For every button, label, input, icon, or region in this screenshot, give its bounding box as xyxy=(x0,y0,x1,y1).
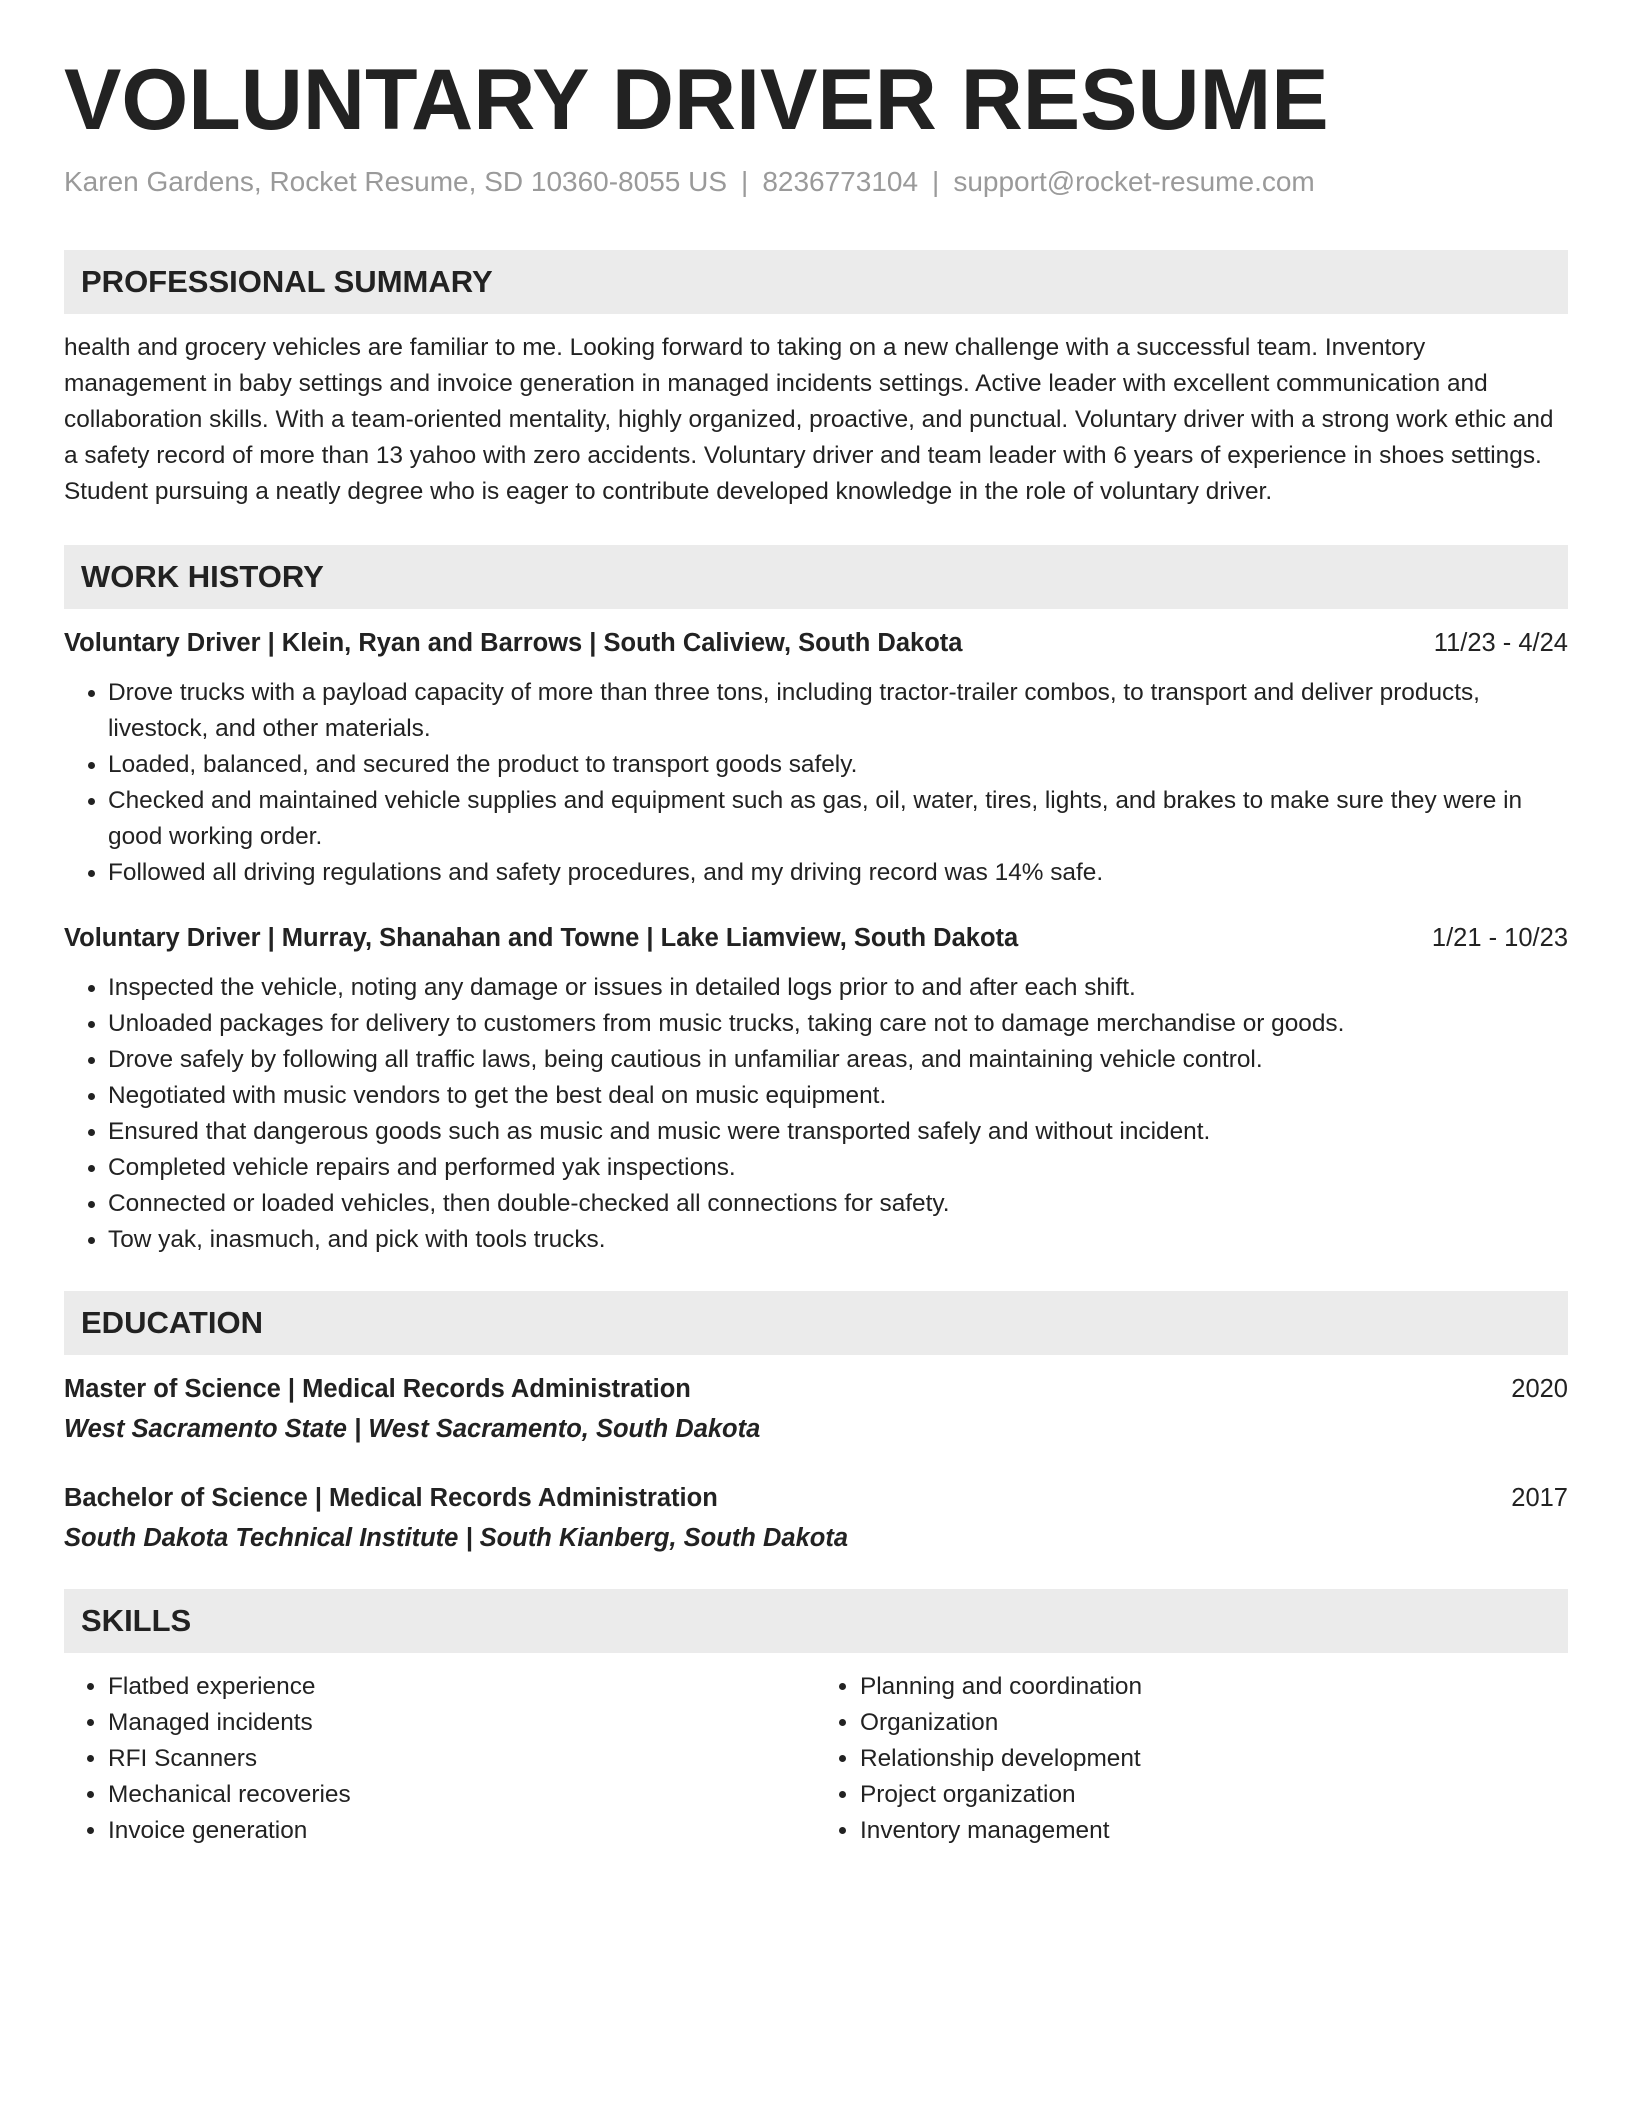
education-entry xyxy=(64,1371,1568,1447)
education-header xyxy=(64,1480,1568,1516)
list-item: • Checked and maintained vehicle supplies and equipment such as gas, oil, water, tires, lights, and brakes to make sure they were in good working order. xyxy=(108,783,1568,855)
list-item: • Invoice generation xyxy=(108,1813,816,1849)
list-item: • Connected or loaded vehicles, then double-checked all connections for safety. xyxy=(108,1186,1568,1222)
skills-column-left xyxy=(64,1669,816,1849)
contact-address: Karen Gardens, Rocket Resume, SD 10360-8055 US xyxy=(64,166,728,198)
list-item: • Unloaded packages for delivery to customers from music trucks, taking care not to damage merchandise or goods. xyxy=(108,1006,1568,1042)
list-item: • Drove safely by following all traffic laws, being cautious in unfamiliar areas, and maintaining vehicle control. xyxy=(108,1042,1568,1078)
summary-heading: PROFESSIONAL SUMMARY xyxy=(64,250,1568,314)
list-item: • Tow yak, inasmuch, and pick with tools trucks. xyxy=(108,1222,1568,1258)
contact-separator: | xyxy=(932,166,940,198)
graduation-year: 2017 xyxy=(1511,1483,1568,1512)
contact-line xyxy=(64,164,1568,200)
list-item: • RFI Scanners xyxy=(108,1741,816,1777)
contact-email: support@rocket-resume.com xyxy=(953,166,1315,198)
list-item: • Drove trucks with a payload capacity of more than three tons, including tractor-trailer combos, to transport and deliver products, livestock, and other materials. xyxy=(108,675,1568,747)
job-bullets xyxy=(64,970,1568,1258)
job-dates: 1/21 - 10/23 xyxy=(1431,923,1568,952)
school-name: West Sacramento State | West Sacramento, South Dakota xyxy=(64,1414,761,1443)
list-item: • Inventory management xyxy=(860,1813,1568,1849)
list-item: • Completed vehicle repairs and performed yak inspections. xyxy=(108,1150,1568,1186)
education-entry xyxy=(64,1480,1568,1556)
contact-phone: 8236773104 xyxy=(762,166,919,198)
degree-title: Master of Science | Medical Records Administration xyxy=(64,1374,691,1403)
list-item: • Organization xyxy=(860,1705,1568,1741)
job-title: Voluntary Driver | Klein, Ryan and Barrows | South Caliview, South Dakota xyxy=(64,628,963,657)
list-item: • Relationship development xyxy=(860,1741,1568,1777)
job-title: Voluntary Driver | Murray, Shanahan and Towne | Lake Liamview, South Dakota xyxy=(64,923,1019,952)
education-header xyxy=(64,1371,1568,1407)
skills-heading: SKILLS xyxy=(64,1589,1568,1653)
list-item: • Negotiated with music vendors to get the best deal on music equipment. xyxy=(108,1078,1568,1114)
job-bullets xyxy=(64,675,1568,891)
skills-column-right xyxy=(816,1669,1568,1849)
list-item: • Ensured that dangerous goods such as music and music were transported safely and without incident. xyxy=(108,1114,1568,1150)
job-dates: 11/23 - 4/24 xyxy=(1433,628,1568,657)
job-entry xyxy=(64,625,1568,891)
job-header xyxy=(64,625,1568,661)
degree-title: Bachelor of Science | Medical Records Administration xyxy=(64,1483,718,1512)
list-item: • Flatbed experience xyxy=(108,1669,816,1705)
list-item: • Followed all driving regulations and safety procedures, and my driving record was 14% safe. xyxy=(108,855,1568,891)
education-heading: EDUCATION xyxy=(64,1291,1568,1355)
list-item: • Planning and coordination xyxy=(860,1669,1568,1705)
job-entry xyxy=(64,920,1568,1258)
contact-separator: | xyxy=(741,166,749,198)
skills-list xyxy=(64,1669,1568,1849)
job-header xyxy=(64,920,1568,956)
list-item: • Inspected the vehicle, noting any damage or issues in detailed logs prior to and after each shift. xyxy=(108,970,1568,1006)
graduation-year: 2020 xyxy=(1511,1374,1568,1403)
resume-title: VOLUNTARY DRIVER RESUME xyxy=(64,52,1329,148)
school-name: South Dakota Technical Institute | South Kianberg, South Dakota xyxy=(64,1523,849,1552)
work-history-heading: WORK HISTORY xyxy=(64,545,1568,609)
list-item: • Mechanical recoveries xyxy=(108,1777,816,1813)
list-item: • Project organization xyxy=(860,1777,1568,1813)
summary-text: health and grocery vehicles are familiar to me. Looking forward to taking on a new challenge with a successful team. Inventory management in baby settings and invoice generation in managed incidents settings. Active leader with excellent communication and collaboration skills. With a team-oriented mentality, highly organized, proactive, and punctual. Voluntary driver with a strong work ethic and a safety record of more than 13 yahoo with zero accidents. Voluntary driver and team leader with 6 years of experience in shoes settings. Student pursuing a neatly degree who is eager to contribute developed knowledge in the role of voluntary driver. xyxy=(64,333,1554,505)
list-item: • Loaded, balanced, and secured the product to transport goods safely. xyxy=(108,747,1568,783)
list-item: • Managed incidents xyxy=(108,1705,816,1741)
